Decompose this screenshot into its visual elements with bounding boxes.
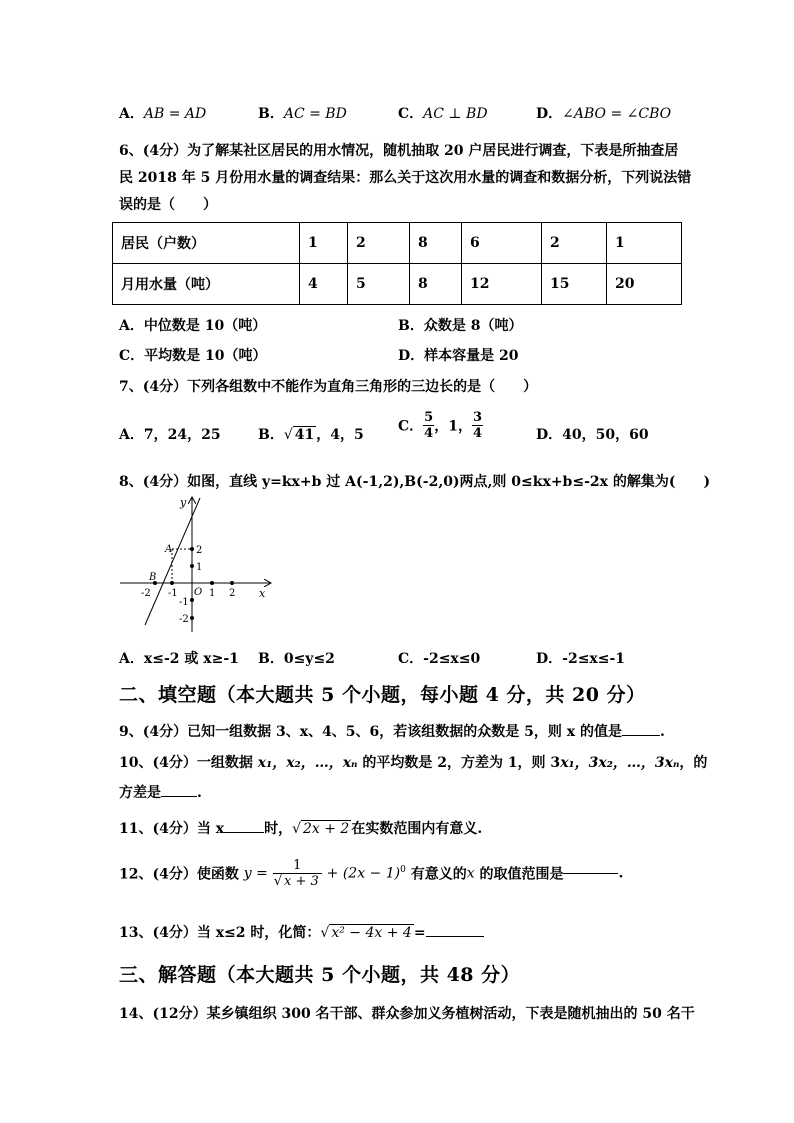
answer-blank <box>161 796 197 797</box>
tick-dot <box>190 616 194 620</box>
fraction: $\frac{3}{4}$ <box>472 410 482 441</box>
q10-line2: 方差是 . <box>119 785 202 801</box>
q9: 9、(4分）已知一组数据 3、x、4、5、6，若该组数据的众数是 5，则 x 的值是 . <box>119 724 665 740</box>
table-cell: 1 <box>300 223 348 264</box>
tick-label: -1 <box>168 588 178 599</box>
table-cell: 12 <box>462 264 542 305</box>
table-cell: 8 <box>410 223 462 264</box>
point-a-label: A <box>165 544 173 555</box>
table-cell: 2 <box>542 223 607 264</box>
table-cell: 8 <box>410 264 462 305</box>
x-label: x <box>259 587 266 600</box>
tick-label: 1 <box>209 588 216 599</box>
q5-option-d: D．∠ABO = ∠CBO <box>536 106 672 122</box>
q7-option-d: D．40，50，60 <box>536 427 649 443</box>
tick-dot <box>230 581 234 585</box>
q6-stem-line3: 误的是（ ） <box>119 197 217 213</box>
section-2-title: 二、填空题（本大题共 5 个小题，每小题 4 分，共 20 分） <box>119 684 646 706</box>
q7-option-c: C． $\frac{5}{4}$ ，1， $\frac{3}{4}$ <box>398 410 482 441</box>
q6-option-d: D．样本容量是 20 <box>398 348 519 364</box>
tick-dot <box>170 581 174 585</box>
answer-blank <box>224 832 264 833</box>
q6-option-a: A．中位数是 10（吨） <box>119 318 267 334</box>
tick-label: 1 <box>196 562 203 573</box>
q7-stem: 7、(4分）下列各组数中不能作为直角三角形的三边长的是（ ） <box>119 379 538 395</box>
tick-label: 2 <box>196 545 203 556</box>
q5-option-c: C．AC ⊥ BD <box>398 106 488 122</box>
tick-label: -1 <box>179 597 189 608</box>
q5-option-b: B．AC = BD <box>258 106 347 122</box>
q6-stem-line1: 6、(4分）为了解某社区居民的用水情况，随机抽取 20 户居民进行调查，下表是所抽查居 <box>119 143 679 159</box>
table-cell: 1 <box>607 223 682 264</box>
q10-line1: 10、(4分）一组数据 x₁，x₂，…，xₙ 的平均数是 2，方差为 1，则 3x₁，3x₂，…，3xₙ，的 <box>119 755 708 771</box>
point-b-label: B <box>149 572 157 583</box>
table-cell: 6 <box>462 223 542 264</box>
table-row <box>113 264 682 305</box>
q8-option-a: A．x≤-2 或 x≥-1 <box>119 651 239 667</box>
table-cell: 5 <box>348 264 410 305</box>
tick-dot <box>190 598 194 602</box>
sqrt-41: 41 <box>294 427 315 443</box>
y-label: y <box>180 496 187 509</box>
tick-dot <box>210 581 214 585</box>
table-cell: 2 <box>348 223 410 264</box>
table-cell: 4 <box>300 264 348 305</box>
table-row <box>113 223 682 264</box>
table-cell: 20 <box>607 264 682 305</box>
q6-stem-line2: 民 2018 年 5 月份用水量的调查结果：那么关于这次用水量的调查和数据分析，下列说法错 <box>119 170 692 186</box>
q8-option-d: D．-2≤x≤-1 <box>536 651 626 667</box>
tick-label: -2 <box>141 588 151 599</box>
q8-option-c: C．-2≤x≤0 <box>398 651 481 667</box>
table-cell: 居民（户数） <box>113 223 300 264</box>
q7-option-b: B．√ 41 ，4，5 <box>258 427 364 443</box>
tick-dot <box>190 564 194 568</box>
tick-label: -2 <box>179 614 189 625</box>
table-cell: 月用水量（吨） <box>113 264 300 305</box>
q8-option-b: B．0≤y≤2 <box>258 651 335 667</box>
fraction: $\frac{1}{√ x + 3}$ <box>273 858 322 889</box>
q8-stem: 8、(4分）如图，直线 y=kx+b 过 A(-1,2),B(-2,0)两点,则 0≤kx+b≤-2x 的解集为( ) <box>119 474 711 490</box>
q14-stem: 14、(12分）某乡镇组织 300 名干部、群众参加义务植树活动，下表是随机抽出的 50 名干 <box>119 1006 695 1022</box>
q6-table <box>112 222 682 305</box>
q6-option-b: B．众数是 8（吨） <box>398 318 523 334</box>
answer-blank <box>426 936 484 937</box>
section-3-title: 三、解答题（本大题共 5 个小题，共 48 分） <box>119 964 521 986</box>
q12: 12、(4分）使函数 y = $\frac{1}{√ x + 3}$ + $(2x - 1)^0$ 有意义的x 的取值范围是 . <box>119 858 624 889</box>
q13: 13、(4分）当 x≤2 时，化简：√ x² − 4x + 4 = <box>119 922 484 942</box>
q6-option-c: C．平均数是 10（吨） <box>119 348 267 364</box>
tick-dot <box>190 547 194 551</box>
q7-option-a: A．7，24，25 <box>119 427 221 443</box>
q8-graph <box>110 490 280 635</box>
q11: 11、(4分）当 x 时，√ 2x + 2 在实数范围内有意义. <box>119 821 483 837</box>
answer-blank <box>622 735 660 736</box>
tick-label: 2 <box>229 588 236 599</box>
fraction: $\frac{5}{4}$ <box>424 410 434 441</box>
q5-option-a: A．AB = AD <box>119 106 207 122</box>
origin-label: O <box>194 587 203 598</box>
answer-blank <box>563 873 618 874</box>
table-cell: 15 <box>542 264 607 305</box>
